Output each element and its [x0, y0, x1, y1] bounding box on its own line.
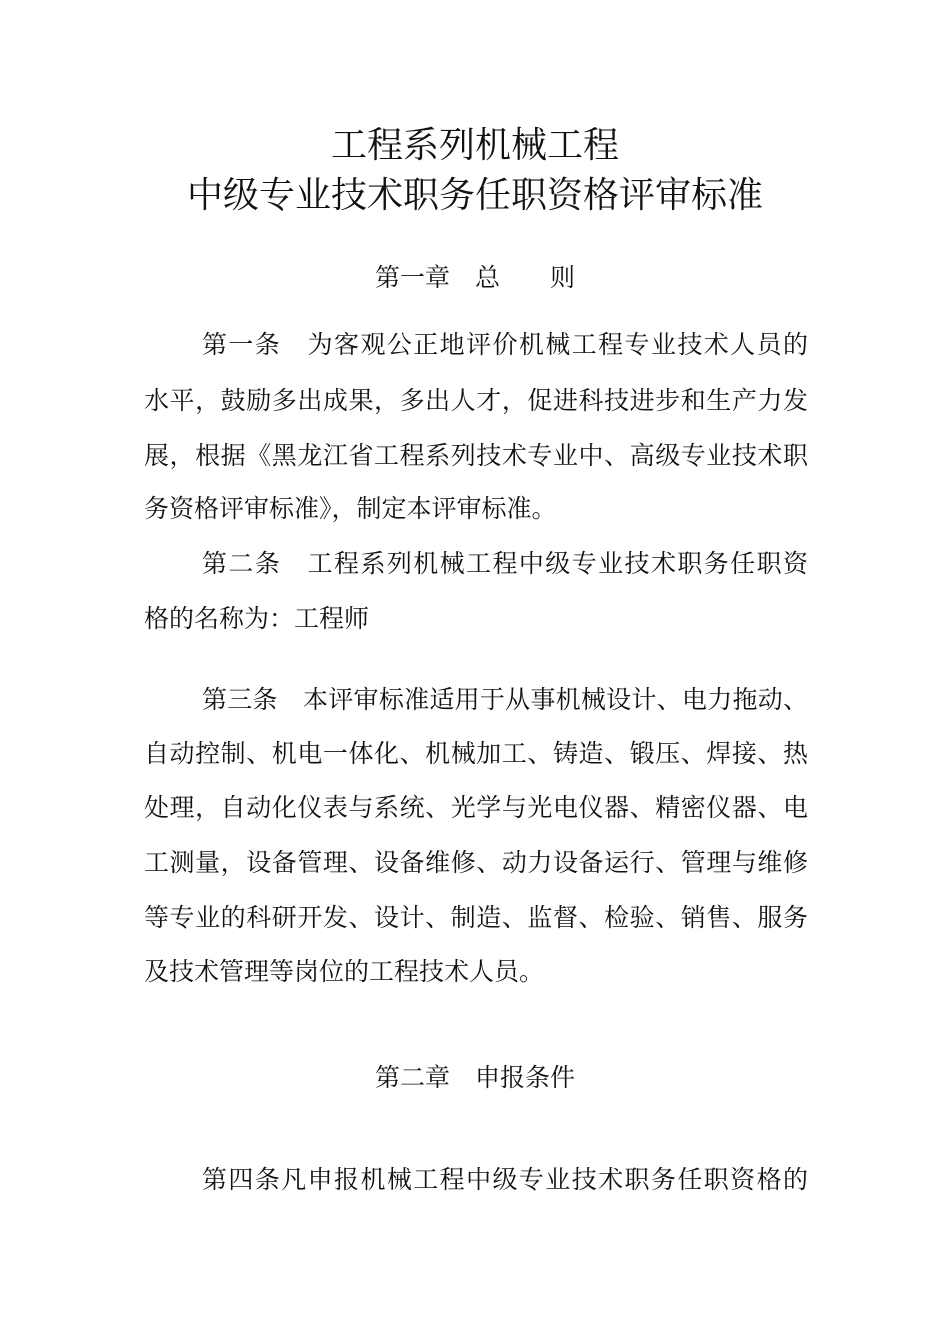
article-1-line: 第一条 为客观公正地评价机械工程专业技术人员的	[202, 330, 808, 359]
article-1-line: 展，根据《黑龙江省工程系列技术专业中、高级专业技术职	[144, 441, 808, 470]
article-3-line: 等专业的科研开发、设计、制造、监督、检验、销售、服务	[144, 903, 808, 932]
article-3-line: 工测量，设备管理、设备维修、动力设备运行、管理与维修	[144, 848, 808, 877]
article-1-line: 水平，鼓励多出成果，多出人才，促进科技进步和生产力发	[144, 386, 808, 415]
article-3-line: 自动控制、机电一体化、机械加工、铸造、锻压、焊接、热	[144, 739, 808, 768]
article-3-line: 第三条 本评审标准适用于从事机械设计、电力拖动、	[202, 685, 808, 714]
article-2-line: 格的名称为：工程师	[144, 604, 370, 633]
document-title-line-2: 中级专业技术职务任职资格评审标准	[186, 175, 763, 216]
article-3-line: 及技术管理等岗位的工程技术人员。	[144, 957, 545, 986]
chapter-1-heading: 第一章 总 则	[374, 263, 575, 292]
article-4-line: 第四条凡申报机械工程中级专业技术职务任职资格的	[202, 1165, 808, 1194]
document-title-line-1: 工程系列机械工程	[330, 125, 619, 166]
article-1-line: 务资格评审标准》，制定本评审标准。	[144, 494, 557, 523]
article-2-line: 第二条 工程系列机械工程中级专业技术职务任职资	[202, 549, 808, 578]
chapter-2-heading: 第二章 申报条件	[374, 1063, 575, 1092]
article-3-line: 处理，自动化仪表与系统、光学与光电仪器、精密仪器、电	[144, 793, 808, 822]
